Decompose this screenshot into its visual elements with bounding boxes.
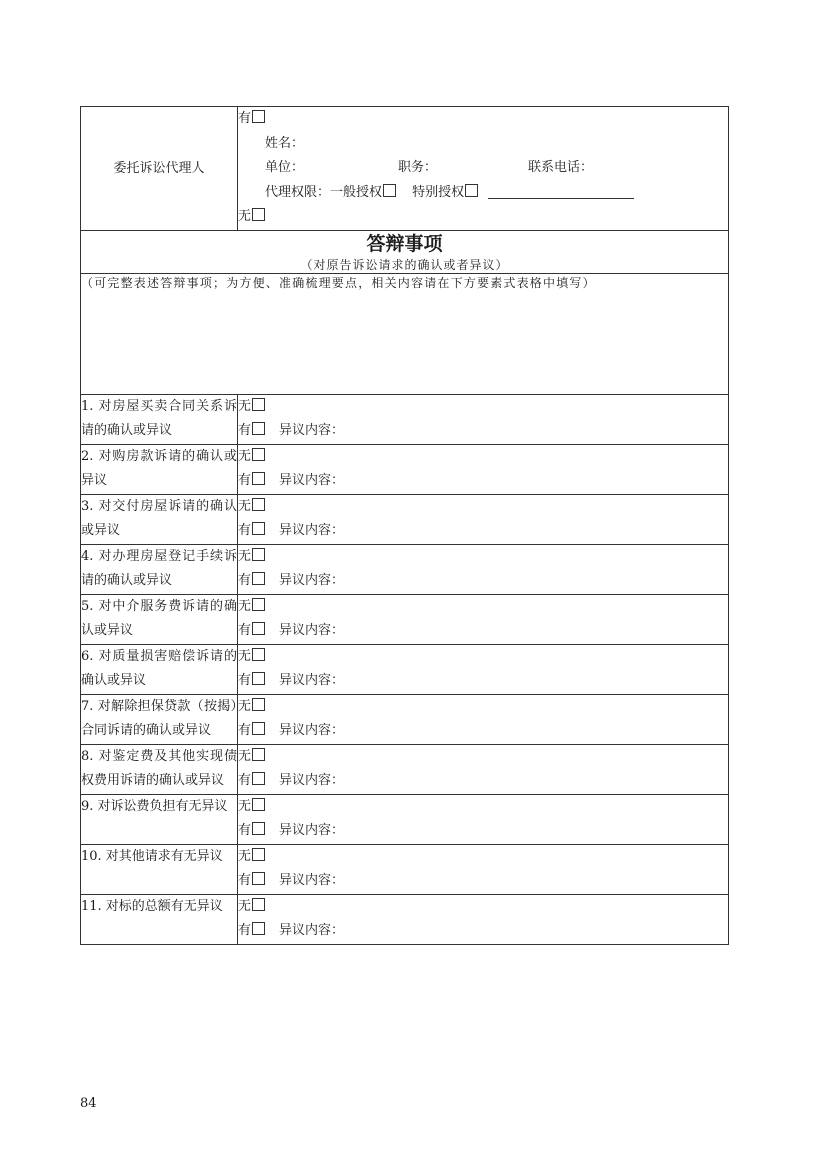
item-label: 1. 对房屋买卖合同关系诉请的确认或异议 bbox=[81, 394, 238, 444]
item-no-checkbox[interactable] bbox=[252, 398, 265, 411]
item-no-checkbox[interactable] bbox=[252, 748, 265, 761]
item-yes-checkbox[interactable] bbox=[252, 422, 265, 435]
agent-no-label: 无 bbox=[238, 209, 252, 224]
item-no-checkbox[interactable] bbox=[252, 698, 265, 711]
item-no-checkbox[interactable] bbox=[252, 498, 265, 511]
item-label: 10. 对其他请求有无异议 bbox=[81, 844, 238, 894]
item-no-label: 无 bbox=[238, 448, 252, 464]
item-label: 9. 对诉讼费负担有无异议 bbox=[81, 794, 238, 844]
item-yes-label: 有 bbox=[238, 473, 252, 488]
item-objection-label: 异议内容： bbox=[279, 823, 345, 838]
agent-authority-label: 代理权限：一般授权 bbox=[265, 184, 383, 200]
item-no-label: 无 bbox=[238, 398, 252, 414]
agent-yes-label: 有 bbox=[238, 111, 252, 126]
defense-subtitle: （对原告诉讼请求的确认或者异议） bbox=[300, 257, 509, 272]
defense-item-row bbox=[81, 694, 729, 744]
item-objection-label: 异议内容： bbox=[279, 523, 345, 538]
item-no-label: 无 bbox=[238, 648, 252, 664]
item-yes-checkbox[interactable] bbox=[252, 672, 265, 685]
item-answer bbox=[238, 494, 729, 544]
item-yes-checkbox[interactable] bbox=[252, 572, 265, 585]
item-objection-label: 异议内容： bbox=[279, 723, 345, 738]
item-no-label: 无 bbox=[238, 798, 252, 814]
item-yes-label: 有 bbox=[238, 873, 252, 888]
item-label: 4. 对办理房屋登记手续诉请的确认或异议 bbox=[81, 544, 238, 594]
item-yes-checkbox[interactable] bbox=[252, 922, 265, 935]
item-yes-label: 有 bbox=[238, 623, 252, 638]
item-yes-checkbox[interactable] bbox=[252, 522, 265, 535]
defense-form-table bbox=[80, 106, 729, 945]
defense-title: 答辩事项 bbox=[366, 232, 443, 255]
item-label: 7. 对解除担保贷款（按揭）合同诉请的确认或异议 bbox=[81, 694, 238, 744]
item-answer bbox=[238, 544, 729, 594]
item-no-label: 无 bbox=[238, 848, 252, 864]
item-answer bbox=[238, 794, 729, 844]
item-no-checkbox[interactable] bbox=[252, 448, 265, 461]
item-yes-checkbox[interactable] bbox=[252, 622, 265, 635]
item-label: 3. 对交付房屋诉请的确认或异议 bbox=[81, 494, 238, 544]
free-text-instruction: （可完整表述答辩事项；为方便、准确梳理要点，相关内容请在下方要素式表格中填写） bbox=[81, 275, 596, 290]
item-yes-label: 有 bbox=[238, 923, 252, 938]
defense-header bbox=[81, 230, 729, 273]
item-no-label: 无 bbox=[238, 748, 252, 764]
item-no-label: 无 bbox=[238, 498, 252, 514]
item-answer bbox=[238, 694, 729, 744]
item-label: 2. 对购房款诉请的确认或异议 bbox=[81, 444, 238, 494]
item-yes-checkbox[interactable] bbox=[252, 472, 265, 485]
item-objection-label: 异议内容： bbox=[279, 473, 345, 488]
item-no-label: 无 bbox=[238, 598, 252, 614]
defense-item-row bbox=[81, 594, 729, 644]
item-answer bbox=[238, 594, 729, 644]
general-authority-checkbox[interactable] bbox=[383, 184, 396, 197]
agent-unit-label: 单位： bbox=[265, 160, 305, 175]
agent-no-checkbox[interactable] bbox=[252, 208, 265, 221]
item-yes-label: 有 bbox=[238, 723, 252, 738]
agent-row bbox=[81, 107, 729, 231]
item-no-label: 无 bbox=[238, 898, 252, 914]
agent-details bbox=[238, 107, 729, 231]
item-answer bbox=[238, 844, 729, 894]
item-no-checkbox[interactable] bbox=[252, 548, 265, 561]
item-yes-label: 有 bbox=[238, 823, 252, 838]
item-label: 11. 对标的总额有无异议 bbox=[81, 894, 238, 944]
defense-item-row bbox=[81, 644, 729, 694]
agent-position-label: 职务： bbox=[398, 160, 438, 175]
free-text-row bbox=[81, 273, 729, 394]
item-answer bbox=[238, 894, 729, 944]
item-objection-label: 异议内容： bbox=[279, 573, 345, 588]
agent-yes-checkbox[interactable] bbox=[252, 110, 265, 123]
item-yes-label: 有 bbox=[238, 773, 252, 788]
defense-item-row bbox=[81, 494, 729, 544]
item-yes-label: 有 bbox=[238, 423, 252, 438]
special-authority-blank[interactable] bbox=[488, 184, 634, 199]
special-authority-label: 特别授权 bbox=[412, 184, 465, 200]
item-objection-label: 异议内容： bbox=[279, 623, 345, 638]
item-label: 5. 对中介服务费诉请的确认或异议 bbox=[81, 594, 238, 644]
free-text-area[interactable] bbox=[81, 273, 729, 394]
item-no-label: 无 bbox=[238, 548, 252, 564]
item-label: 8. 对鉴定费及其他实现债权费用诉请的确认或异议 bbox=[81, 744, 238, 794]
item-no-checkbox[interactable] bbox=[252, 798, 265, 811]
defense-item-row bbox=[81, 444, 729, 494]
agent-label: 委托诉讼代理人 bbox=[81, 107, 238, 231]
defense-item-row bbox=[81, 894, 729, 944]
item-no-checkbox[interactable] bbox=[252, 898, 265, 911]
item-yes-label: 有 bbox=[238, 523, 252, 538]
special-authority-checkbox[interactable] bbox=[465, 184, 478, 197]
item-yes-checkbox[interactable] bbox=[252, 822, 265, 835]
item-answer bbox=[238, 394, 729, 444]
item-no-checkbox[interactable] bbox=[252, 598, 265, 611]
agent-phone-label: 联系电话： bbox=[528, 160, 594, 175]
agent-name-label: 姓名： bbox=[265, 135, 305, 151]
item-yes-checkbox[interactable] bbox=[252, 772, 265, 785]
item-label: 6. 对质量损害赔偿诉请的确认或异议 bbox=[81, 644, 238, 694]
item-objection-label: 异议内容： bbox=[279, 873, 345, 888]
item-yes-label: 有 bbox=[238, 573, 252, 588]
defense-item-row bbox=[81, 394, 729, 444]
item-objection-label: 异议内容： bbox=[279, 773, 345, 788]
item-objection-label: 异议内容： bbox=[279, 923, 345, 938]
item-yes-label: 有 bbox=[238, 673, 252, 688]
page-number: 84 bbox=[80, 1096, 97, 1111]
defense-header-row bbox=[81, 230, 729, 273]
item-yes-checkbox[interactable] bbox=[252, 872, 265, 885]
defense-items bbox=[81, 394, 729, 944]
defense-item-row bbox=[81, 794, 729, 844]
item-yes-checkbox[interactable] bbox=[252, 722, 265, 735]
defense-item-row bbox=[81, 844, 729, 894]
item-answer bbox=[238, 644, 729, 694]
defense-item-row bbox=[81, 744, 729, 794]
item-no-label: 无 bbox=[238, 698, 252, 714]
item-no-checkbox[interactable] bbox=[252, 848, 265, 861]
item-objection-label: 异议内容： bbox=[279, 423, 345, 438]
defense-item-row bbox=[81, 544, 729, 594]
item-objection-label: 异议内容： bbox=[279, 673, 345, 688]
item-answer bbox=[238, 744, 729, 794]
item-no-checkbox[interactable] bbox=[252, 648, 265, 661]
item-answer bbox=[238, 444, 729, 494]
